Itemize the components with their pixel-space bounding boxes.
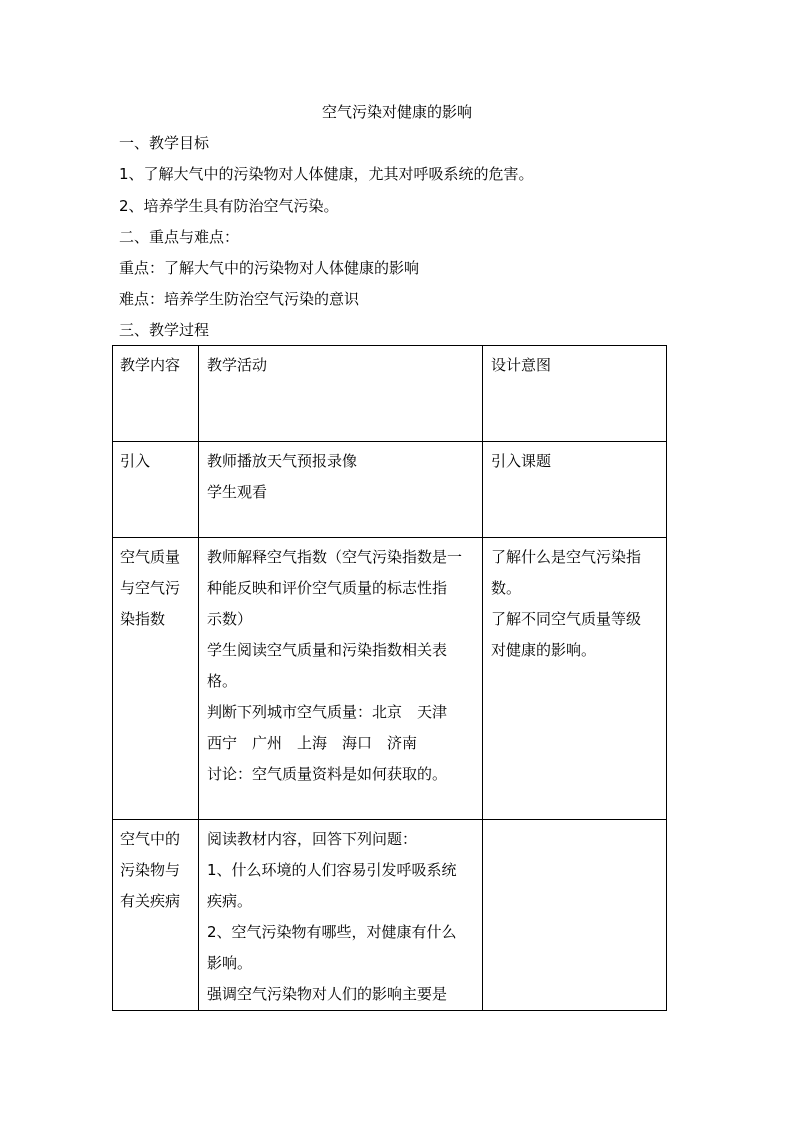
goals-heading: 一、教学目标 [119,134,210,152]
difficulty: 难点：培养学生防治空气污染的意识 [119,290,360,308]
cell-text: 与空气污 [120,579,181,597]
process-heading: 三、教学过程 [119,321,210,339]
cell-text: 数。 [491,579,522,597]
cell-text: 学生阅读空气质量和污染指数相关表 [207,641,448,659]
goal-2: 2、培养学生具有防治空气污染。 [119,197,339,215]
header-activity: 教学活动 [199,346,483,442]
row-activity-cell [199,538,483,820]
cell-text: 种能反映和评价空气质量的标志性指 [207,579,448,597]
key-point: 重点：了解大气中的污染物对人体健康的影响 [119,259,420,277]
goal-1: 1、了解大气中的污染物对人体健康，尤其对呼吸系统的危害。 [119,165,534,183]
row-content-cell [113,538,199,820]
header-intent: 设计意图 [483,346,667,442]
cell-text: 污染物与 [120,861,181,879]
cell-text: 2、空气污染物有哪些，对健康有什么 [207,923,457,941]
cell-text: 西宁 广州 上海 海口 济南 [207,734,418,752]
row-intent-cell [483,442,667,538]
cell-text: 格。 [207,672,238,690]
row-intent-cell [483,538,667,820]
cell-text: 学生观看 [207,483,268,501]
row-content-cell [113,820,199,1011]
cell-text: 引入课题 [491,452,552,470]
cell-text: 影响。 [207,954,253,972]
cell-text: 了解不同空气质量等级 [491,610,642,628]
cell-text: 疾病。 [207,892,253,910]
cell-text: 教师播放天气预报录像 [207,452,358,470]
table-header-row [113,346,667,442]
cell-text: 强调空气污染物对人们的影响主要是 [207,985,448,1003]
row-activity-cell [199,820,483,1011]
cell-text: 空气质量 [120,548,181,566]
cell-text: 1、什么环境的人们容易引发呼吸系统 [207,861,457,879]
cell-text: 示数） [207,610,253,628]
row-content-cell [113,442,199,538]
cell-text: 染指数 [120,610,166,628]
cell-text: 对健康的影响。 [491,641,597,659]
header-content: 教学内容 [113,346,199,442]
row-activity-cell [199,442,483,538]
cell-text: 引入 [120,452,151,470]
cell-text: 判断下列城市空气质量：北京 天津 [207,703,448,721]
cell-text: 空气中的 [120,830,181,848]
table-row [113,820,667,1011]
document-title: 空气污染对健康的影响 [321,103,472,121]
table-row [113,442,667,538]
cell-text: 阅读教材内容，回答下列问题： [207,830,418,848]
cell-text: 讨论：空气质量资料是如何获取的。 [207,765,448,783]
cell-text: 了解什么是空气污染指 [491,548,642,566]
table-row [113,538,667,820]
cell-text: 有关疾病 [120,892,181,910]
lesson-table [112,345,667,1011]
row-intent-cell [483,820,667,1011]
key-heading: 二、重点与难点： [119,228,240,246]
cell-text: 教师解释空气指数（空气污染指数是一 [207,548,463,566]
